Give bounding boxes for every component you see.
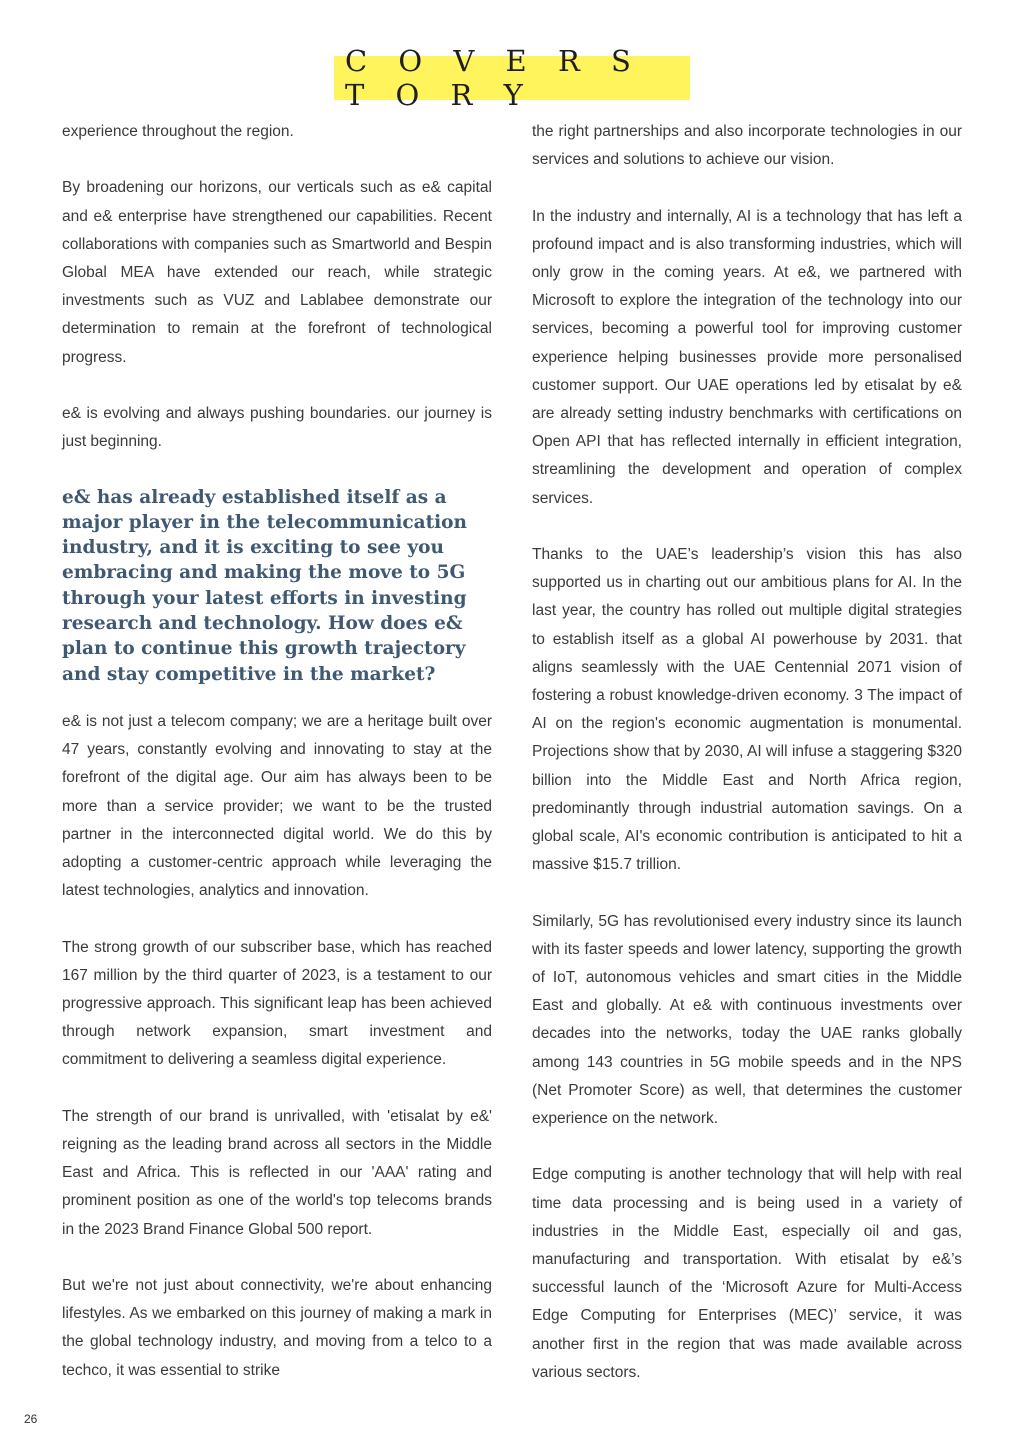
body-paragraph: experience throughout the region. bbox=[62, 123, 294, 140]
body-paragraph: The strong growth of our subscriber base, which has reached 167 million by the third quarter of 2023, is a testament to our progressive approach. This significant leap has been achieved through network expansion, smart investment and commitment to delivering a seamless digital experience. bbox=[62, 938, 492, 1069]
body-paragraph: In the industry and internally, AI is a technology that has left a profound impact and is also transforming industries, which will only grow in the coming years. At e&, we partnered with Microsoft to explore the integration of the technology into our services, becoming a powerful tool for improving customer experience helping businesses provide more personalised customer support. Our UAE operations led by etisalat by e& are already setting industry benchmarks with certifications on Open API that has reflected internally in efficient integration, streamlining the development and operation of complex services. bbox=[532, 207, 962, 507]
body-paragraph: Edge computing is another technology that will help with real time data processing and is being used in a variety of industries in the Middle East, especially oil and gas, manufacturing and transportation. With etisalat by e&’s successful launch of the ‘Microsoft Azure for Multi-Access Edge Computing for Enterprises (MEC)’ service, it was another first in the region that was made available across various sectors. bbox=[532, 1166, 962, 1381]
body-paragraph: Similarly, 5G has revolutionised every industry since its launch with its faster speeds and lower latency, supporting the growth of IoT, autonomous vehicles and smart cities in the Middle East and globally. At e& with continuous investments over decades into the networks, today the UAE ranks globally among 143 countries in 5G mobile speeds and in the NPS (Net Promoter Score) as well, that determines the customer experience on the network. bbox=[532, 912, 962, 1128]
body-paragraph: e& is evolving and always pushing boundaries. our journey is just beginning. bbox=[62, 405, 492, 451]
left-column bbox=[62, 118, 492, 1385]
interview-question: e& has already established itself as a major player in the telecommunication industry, and it is exciting to see you embracing and making the move to 5G through your latest efforts in investing research and technology. How does e& plan to continue this growth trajectory and stay competitive in the market? bbox=[62, 486, 467, 685]
page-number: 26 bbox=[24, 1412, 38, 1426]
body-paragraph: The strength of our brand is unrivalled, with 'etisalat by e&' reigning as the leading brand across all sectors in the Middle East and Africa. This is reflected in our 'AAA' rating and prominent position as one of the world's top telecoms brands in the 2023 Brand Finance Global 500 report. bbox=[62, 1107, 492, 1238]
body-paragraph: But we're not just about connectivity, we're about enhancing lifestyles. As we embarked on this journey of making a mark in the global technology industry, and moving from a telco to a techco, it was essential to strike bbox=[62, 1276, 492, 1379]
body-paragraph: By broadening our horizons, our verticals such as e& capital and e& enterprise have strengthened our capabilities. Recent collaborations with companies such as Smartworld and Bespin Global MEA have extended our reach, while strategic investments such as VUZ and Lablabee demonstrate our determination to remain at the forefront of technological progress. bbox=[62, 179, 492, 366]
body-paragraph: e& is not just a telecom company; we are a heritage built over 47 years, constantly evolving and innovating to stay at the forefront of the digital age. Our aim has always been to be more than a service provider; we want to be the trusted partner in the interconnected digital world. We do this by adopting a customer-centric approach while leveraging the latest technologies, analytics and innovation. bbox=[62, 712, 492, 900]
section-title: C O V E R S T O R Y bbox=[345, 44, 642, 112]
section-badge bbox=[334, 44, 690, 112]
body-paragraph: Thanks to the UAE’s leadership’s vision this has also supported us in charting out our ambitious plans for AI. In the last year, the country has rolled out multiple digital strategies to establish itself as a global AI powerhouse by 2031. that aligns seamlessly with the UAE Centennial 2071 vision of fostering a robust knowledge-driven economy. 3 The impact of AI on the region's economic augmentation is monumental. Projections show that by 2030, AI will infuse a staggering $320 billion into the Middle East and North Africa region, predominantly through industrial automation savings. On a global scale, AI's economic contribution is anticipated to hit a massive $15.7 trillion. bbox=[532, 546, 962, 874]
body-paragraph: the right partnerships and also incorporate technologies in our services and solutions to achieve our vision. bbox=[532, 123, 962, 169]
right-column bbox=[532, 118, 962, 1387]
